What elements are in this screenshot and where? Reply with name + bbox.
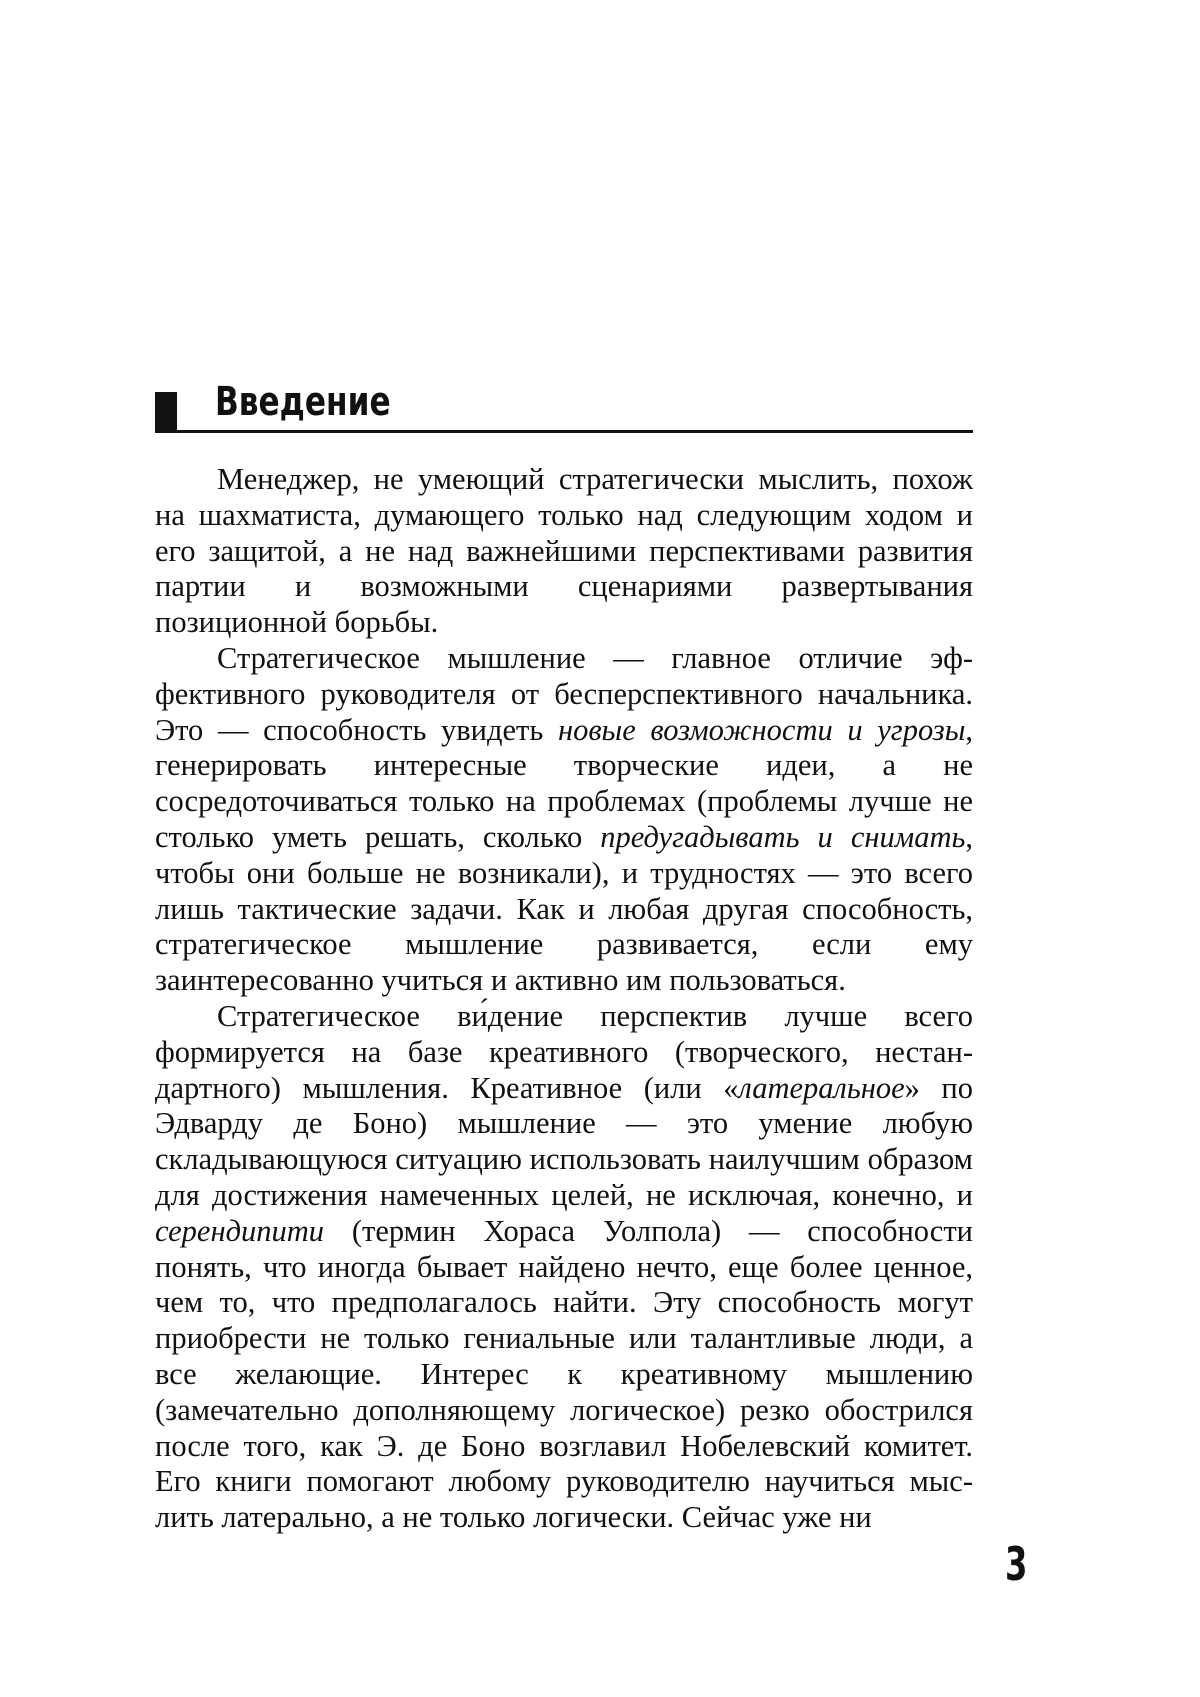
chapter-heading	[155, 378, 973, 433]
paragraph-2-italic-phrase: новые возможности и угрозы	[557, 712, 966, 747]
paragraph-3-italic-phrase: серендипити	[155, 1213, 325, 1248]
paragraph-3	[155, 999, 973, 1536]
body-text	[155, 462, 973, 1536]
paragraph-2	[155, 641, 973, 999]
chapter-title: Введение	[215, 379, 391, 425]
paragraph-2-text: , генерировать интересные творческие идеи, а не сосредоточиваться только на проблемах (проблемы лучше не столько уметь решать, сколько	[155, 712, 973, 854]
paragraph-1-text: Менеджер, не умеющий стратегически мыслить, похож на шахматиста, думающего только над следующим ходом и его защитой, а не над важнейшими перспективами развития партии и возможными сценариями развертывания позиционной борьбы.	[155, 462, 973, 640]
heading-marker	[155, 392, 177, 432]
paragraph-2-text: , чтобы они больше не возникали), и трудностях — это всего лишь тактические задачи. Как и любая другая способность, стратегическое мышление развивается, если ему заинтересованно учиться и активно им пользоваться.	[155, 819, 973, 998]
page-number: 3	[1005, 1537, 1028, 1591]
paragraph-2-italic-phrase: предугадывать и снимать	[600, 819, 966, 854]
paragraph-3-text: Стратегическое ви́дение перспектив лучше всего формируется на базе креативного (творческого, нестандартного) мышления. Креативное (или «	[155, 998, 973, 1105]
paragraph-3-text: » по Эдварду де Боно) мышление — это умение любую складывающуюся ситуацию использовать наилучшим образом для достижения намеченных целей, не исключая, конечно, и	[155, 1070, 973, 1212]
paragraph-3-text: (термин Хораса Уолпола) — способности понять, что иногда бывает найдено нечто, еще более ценное, чем то, что предполагалось найти. Эту способность могут приобрести не только гениальные или талантливые люди, а все желающие. Интерес к креативному мышлению (замечательно дополняющему логическое) резко обострился после того, как Э. де Боно возглавил Нобелевский комитет. Его книги помогают любому руководителю научиться мыслить латерально, а не только логически. Сейчас уже ни	[155, 1213, 973, 1535]
paragraph-2-text: Стратегическое мышление — главное отличие эффективного руководителя от бесперспективного начальника. Это — способность увидеть	[155, 640, 973, 747]
paragraph-3-italic-phrase: латеральное	[738, 1070, 905, 1105]
paragraph-1	[155, 462, 973, 641]
